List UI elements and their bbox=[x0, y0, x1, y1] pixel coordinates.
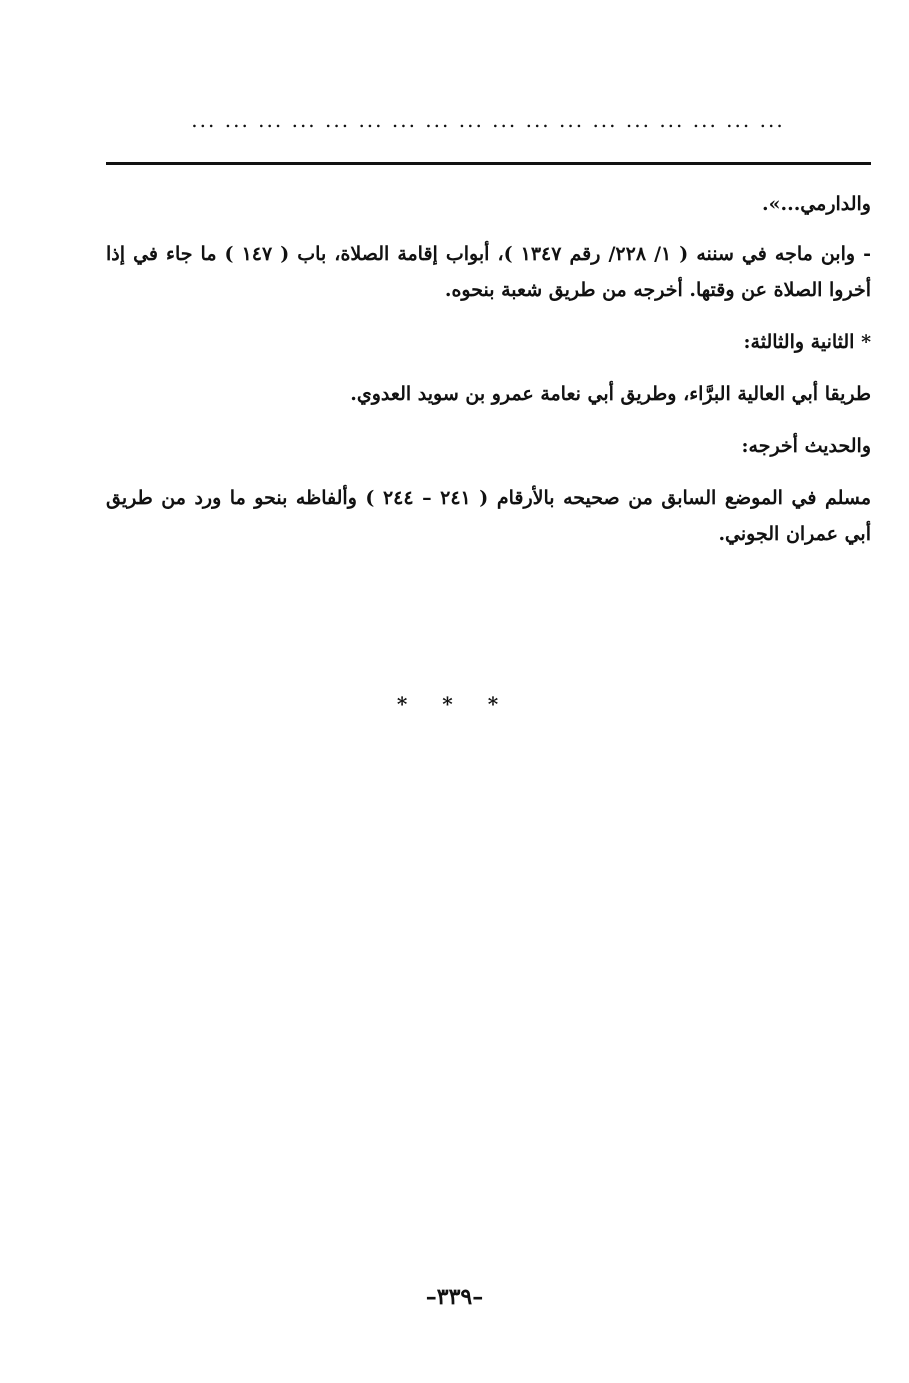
paragraph-ibn-majah: - وابن ماجه في سننه ( ١/ ٢٢٨/ رقم ١٣٤٧ )، أبواب إقامة الصلاة، باب ( ١٤٧ ) ما جاء في إذا أخروا الصلاة عن وقتها. أخرجه من طريق شعبة بنحوه. bbox=[106, 243, 871, 301]
section-separator-stars: * * * bbox=[396, 692, 513, 716]
paragraph-muslim: مسلم في الموضع السابق من صحيحه بالأرقام ( ٢٤١ – ٢٤٤ ) وألفاظه بنحو ما ورد من طريق أبي عمران الجوني. bbox=[106, 487, 872, 545]
paragraph-darimi: والدارمي...». bbox=[761, 193, 871, 215]
paragraph-hadith-narrated: والحديث أخرجه: bbox=[741, 435, 871, 457]
footnote-separator-rule bbox=[106, 162, 871, 165]
main-text bbox=[106, 186, 871, 568]
page-number: –٣٣٩– bbox=[425, 1284, 484, 1310]
paragraph-routes: طريقا أبي العالية البرَّاء، وطريق أبي نعامة عمرو بن سويد العدوي. bbox=[350, 383, 871, 405]
ellipsis-continuation-line: ... ... ... ... ... ... ... ... ... ... ... ... ... ... ... ... ... ... bbox=[191, 108, 785, 132]
section-heading-second-third: * الثانية والثالثة: bbox=[743, 331, 871, 353]
